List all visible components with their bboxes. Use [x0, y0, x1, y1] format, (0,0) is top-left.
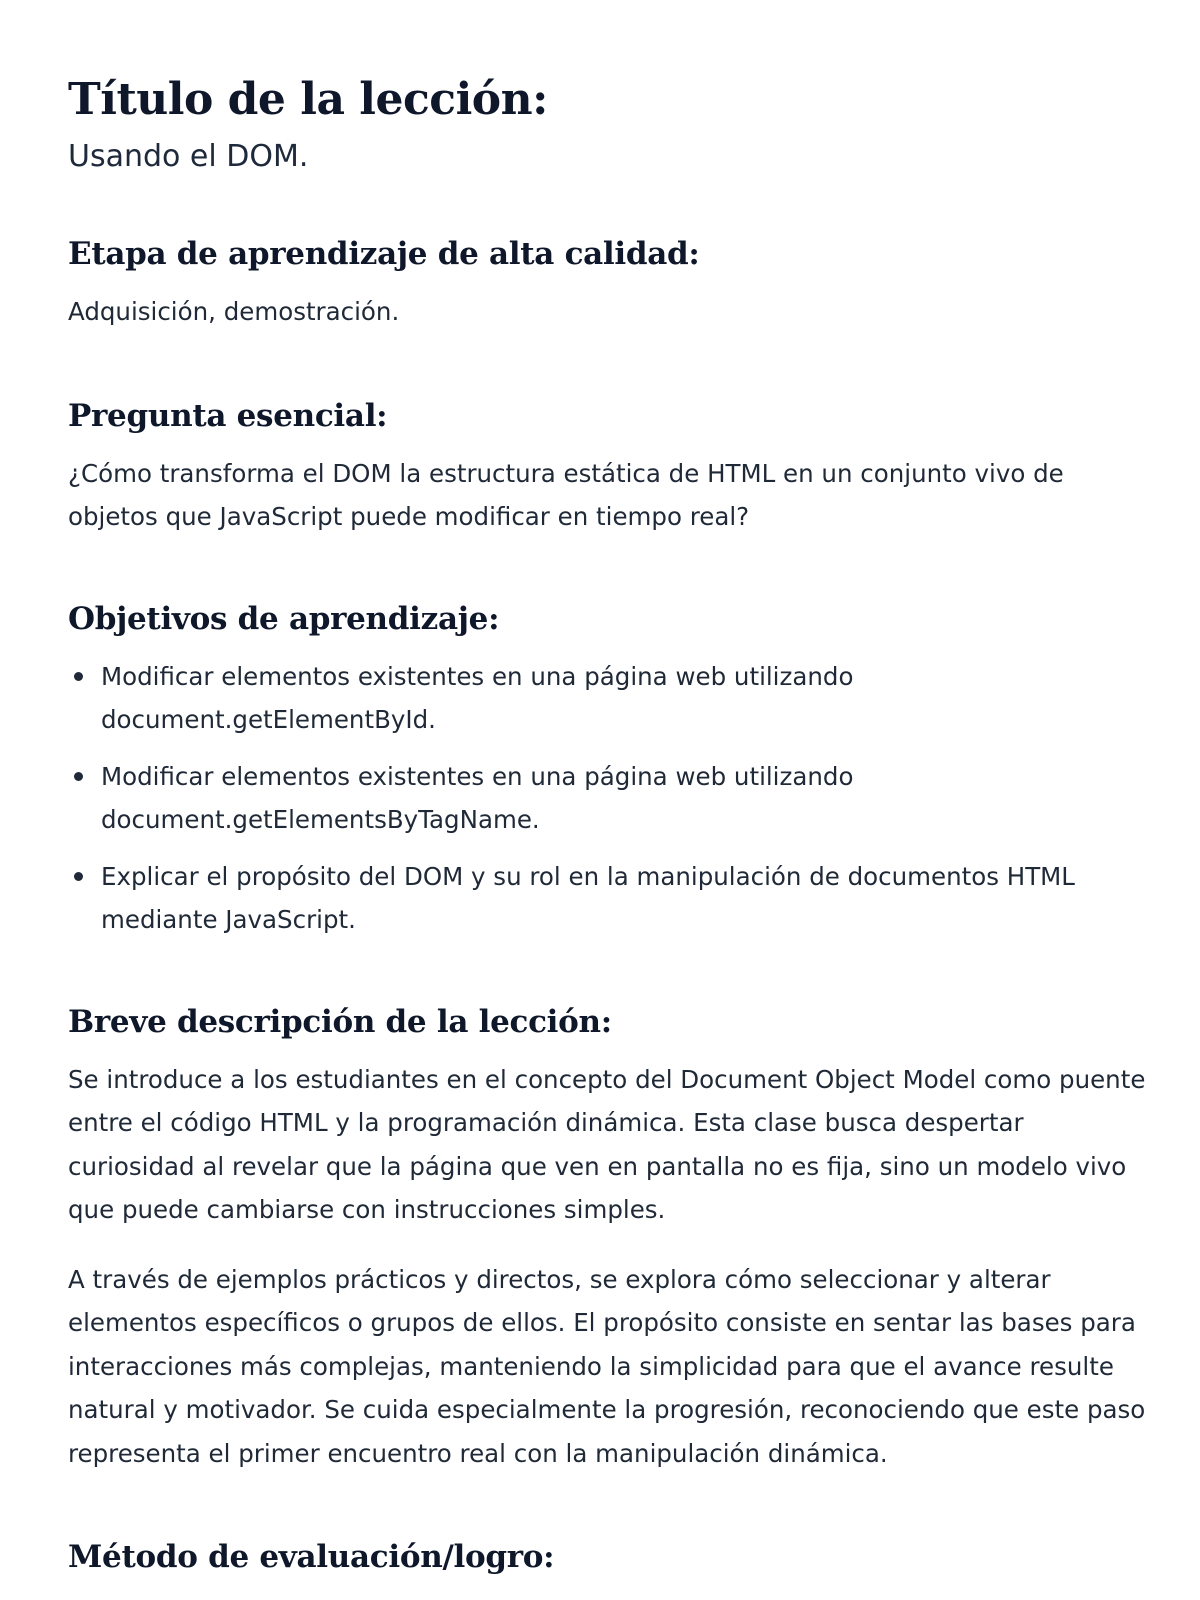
lesson-title-value: Usando el DOM.: [68, 139, 309, 174]
description-heading: Breve descripción de la lección:: [68, 1003, 612, 1040]
objectives-heading: Objetivos de aprendizaje:: [68, 600, 500, 637]
lesson-plan-document: [68, 0, 1148, 1579]
question-section: [68, 394, 1148, 539]
bullet-icon: [74, 672, 83, 681]
objective-item: [101, 655, 1148, 742]
objectives-section: [68, 597, 1148, 942]
description-section: [68, 1000, 1148, 1476]
objective-text: Modificar elementos existentes en una página web utilizando document.getElementById.: [101, 661, 854, 734]
question-text: ¿Cómo transforma el DOM la estructura estática de HTML en un conjunto vivo de objetos que JavaScript puede modificar en tiempo real?: [68, 458, 1064, 531]
objectives-list: [68, 655, 1148, 942]
question-heading: Pregunta esencial:: [68, 397, 388, 434]
objective-text: Modificar elementos existentes en una página web utilizando document.getElementsByTagName.: [101, 761, 854, 834]
evaluation-heading: Método de evaluación/logro:: [68, 1539, 555, 1575]
stage-section: [68, 232, 1148, 334]
objective-item: [101, 755, 1148, 842]
evaluation-section: [68, 1535, 1148, 1579]
stage-heading: Etapa de aprendizaje de alta calidad:: [68, 236, 700, 272]
objective-text: Explicar el propósito del DOM y su rol en la manipulación de documentos HTML mediante JavaScript.: [101, 861, 1075, 934]
description-paragraph-1: Se introduce a los estudiantes en el concepto del Document Object Model como puente entre el código HTML y la programación dinámica. Esta clase busca despertar curiosidad al revelar que la página que ven en pantalla no es fija, sino un modelo vivo que puede cambiarse con instrucciones simples.: [68, 1064, 1146, 1224]
lesson-title-label: Título de la lección:: [68, 74, 548, 125]
bullet-icon: [74, 872, 83, 881]
bullet-icon: [74, 772, 83, 781]
objective-item: [101, 855, 1148, 942]
stage-text: Adquisición, demostración.: [68, 297, 400, 326]
description-paragraph-2: A través de ejemplos prácticos y directos, se explora cómo seleccionar y alterar elementos específicos o grupos de ellos. El propósito consiste en sentar las bases para interacciones más complejas, manteniendo la simplicidad para que el avance resulte natural y motivador. Se cuida especialmente la progresión, reconociendo que este paso representa el primer encuentro real con la manipulación dinámica.: [68, 1264, 1146, 1468]
